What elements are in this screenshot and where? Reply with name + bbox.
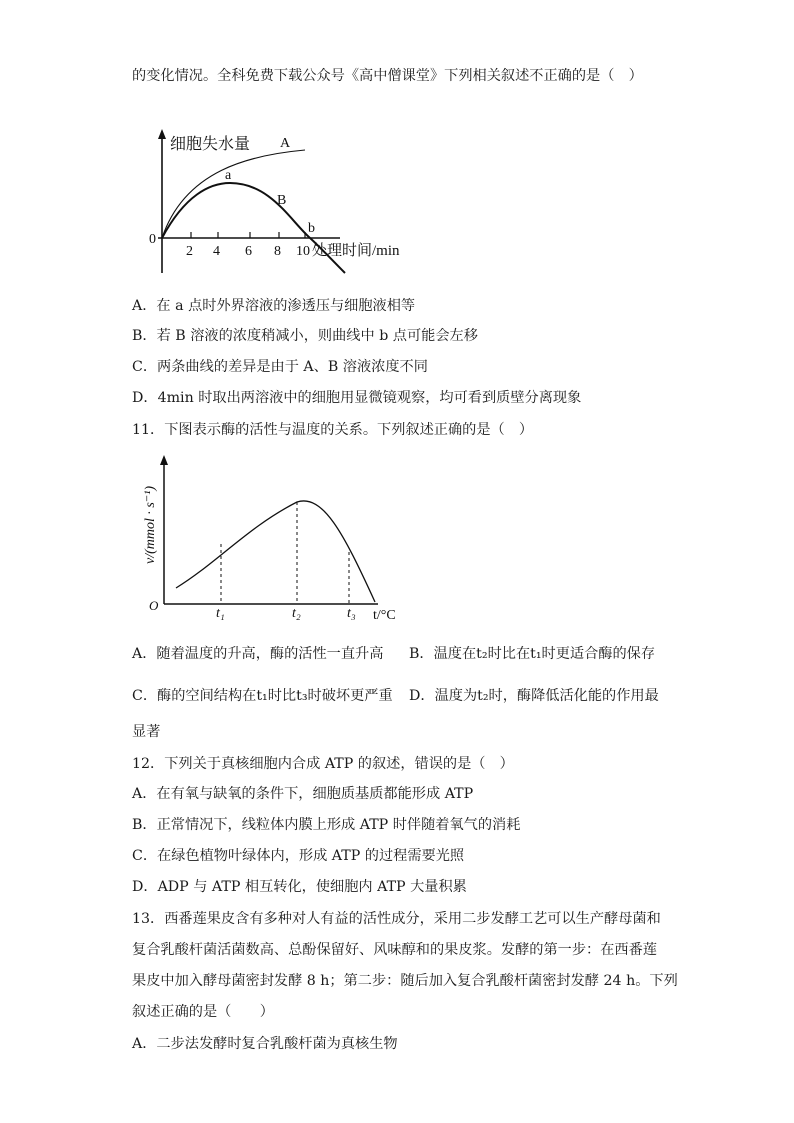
q11-option-d-cont: 显著 (132, 724, 161, 740)
figure-water-loss-chart (140, 125, 440, 280)
q13-line-1: 13．西番莲果皮含有多种对人有益的活性成分，采用二步发酵工艺可以生产酵母菌和 (132, 911, 661, 927)
fig1-curve-a-label: A (280, 136, 291, 151)
q10-option-d: D．4min 时取出两溶液中的细胞用显微镜观察，均可看到质壁分离现象 (132, 390, 582, 406)
intro-line: 的变化情况。全科免费下载公众号《高中僧课堂》下列相关叙述不正确的是（ ） (132, 68, 643, 84)
figure-enzyme-temperature-chart (138, 452, 403, 630)
q12-stem: 12．下列关于真核细胞内合成 ATP 的叙述，错误的是（ ） (132, 756, 514, 772)
fig2-origin: O (149, 598, 159, 613)
fig1-xtick-4: 4 (213, 244, 220, 259)
q11-option-a: A．随着温度的升高，酶的活性一直升高 (132, 646, 384, 662)
fig1-xtick-8: 8 (274, 244, 281, 259)
fig1-xlabel: 处理时间/min (312, 243, 400, 259)
fig2-xlabel: t/°C (373, 608, 396, 623)
fig2-t3-label: t₃ (347, 606, 356, 621)
fig2-activity-curve (176, 501, 375, 602)
q12-option-a: A．在有氧与缺氧的条件下，细胞质基质都能形成 ATP (132, 786, 474, 802)
q10-option-c: C．两条曲线的差异是由于 A、B 溶液浓度不同 (132, 359, 428, 375)
fig1-point-a-label: a (225, 168, 232, 183)
q12-option-d: D．ADP 与 ATP 相互转化，使细胞内 ATP 大量积累 (132, 879, 467, 895)
fig2-ylabel: v/(mmol · s⁻¹) (143, 485, 158, 564)
fig1-point-b-label: b (308, 221, 315, 236)
q11-option-b: B．温度在t₂时比在t₁时更适合酶的保存 (409, 646, 656, 662)
fig2-y-arrow (160, 455, 168, 465)
fig1-curve-b-label: B (277, 193, 287, 208)
q10-option-a: A．在 a 点时外界溶液的渗透压与细胞液相等 (132, 298, 416, 314)
fig1-xtick-2: 2 (186, 244, 193, 259)
q13-line-3: 果皮中加入酵母菌密封发酵 8 h；第二步：随后加入复合乳酸杆菌密封发酵 24 h。下列 (132, 973, 678, 989)
q12-option-c: C．在绿色植物叶绿体内，形成 ATP 的过程需要光照 (132, 848, 465, 864)
fig1-curve-b (162, 183, 345, 273)
q11-option-c: C．酶的空间结构在t₁时比t₃时破坏更严重 (132, 688, 393, 704)
fig1-y-arrow (158, 129, 166, 139)
fig1-ylabel: 细胞失水量 (170, 136, 251, 153)
fig1-xtick-10: 10 (296, 244, 310, 259)
q10-option-b: B．若 B 溶液的浓度稍减小，则曲线中 b 点可能会左移 (132, 328, 478, 344)
fig2-t1-label: t₁ (216, 606, 225, 621)
q13-line-2: 复合乳酸杆菌活菌数高、总酚保留好、风味醇和的果皮浆。发酵的第一步：在西番莲 (132, 942, 657, 958)
q13-line-4: 叙述正确的是（ ） (132, 1004, 274, 1020)
q12-option-b: B．正常情况下，线粒体内膜上形成 ATP 时伴随着氧气的消耗 (132, 817, 521, 833)
fig2-t2-label: t₂ (292, 606, 301, 621)
fig1-xtick-6: 6 (245, 244, 252, 259)
q11-stem: 11．下图表示酶的活性与温度的关系。下列叙述正确的是（ ） (132, 422, 534, 438)
q13-option-a: A．二步法发酵时复合乳酸杆菌为真核生物 (132, 1036, 398, 1052)
fig1-ticks (191, 232, 305, 238)
q11-option-d: D．温度为t₂时，酶降低活化能的作用最 (409, 688, 659, 704)
fig1-origin: 0 (149, 232, 156, 247)
